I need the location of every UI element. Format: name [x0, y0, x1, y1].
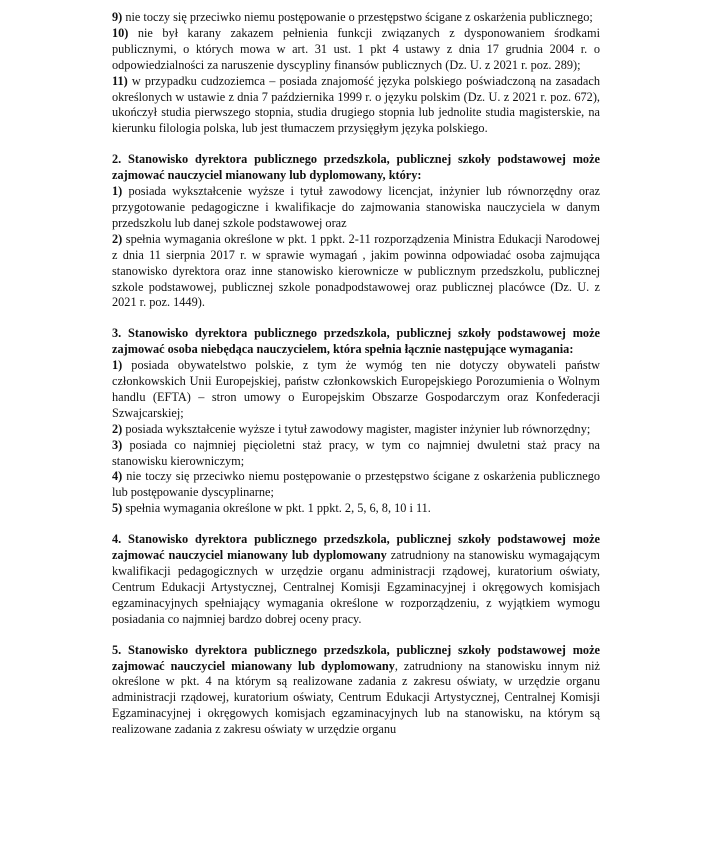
paragraph-text: , zatrudniony na stanowisku innym niż określone w pkt. 4 na którym są realizowane zadania z zakresu oświaty, w urzędzie organu administracji rządowej, kuratorium oświaty, Centrum Edukacji Artystycznej, Centralnej Komisji Egzaminacyjnej i okręgowych komisjach egzaminacyjnych lub na stanowisku, na którym są realizowane zadania z zakresu oświaty w urzędzie organu [112, 658, 600, 737]
item-number: 5) [112, 501, 123, 516]
s1-item-10 [112, 26, 600, 74]
paragraph-text: zatrudniony na stanowisku wymagającym kwalifikacji pedagogicznych w urzędzie organu administracji rządowej, kuratorium oświaty, Centrum Edukacji Artystycznej, Centralnej Komisji Egzaminacyjnej i okręgowych komisjach egzaminacyjnych spełniający wymagania określone w rozporządzeniu, z wyjątkiem wymogu posiadania co najmniej bardzo dobrej oceny pracy. [112, 548, 600, 626]
item-text: posiada co najmniej pięcioletni staż pracy, w tym co najmniej dwuletni staż pracy na stanowisku kierowniczym; [112, 437, 600, 468]
item-text: w przypadku cudzoziemca – posiada znajomość języka polskiego poświadczoną na zasadach określonych w ustawie z dnia 7 października 1999 r. o języku polskim (Dz. U. z 2021 r. poz. 672), ukończył studia pierwszego stopnia, studia drugiego stopnia lub jednolite studia magisterskie, na kierunku filologia polska, lub jest tłumaczem przysięgłym języka polskiego. [112, 73, 600, 136]
section-heading: 4. Stanowisko dyrektora publicznego przedszkola, publicznej szkoły podstawowej może zajmować nauczyciel mianowany lub dyplomowany [112, 532, 600, 563]
item-text: spełnia wymagania określone w pkt. 1 ppkt. 2, 5, 6, 8, 10 i 11. [122, 501, 431, 516]
item-text: spełnia wymagania określone w pkt. 1 ppkt. 2-11 rozporządzenia Ministra Edukacji Narodowej z dnia 11 sierpnia 2017 r. w sprawie wymagań , jakim powinna odpowiadać osoba zajmująca stanowisko dyrektora oraz inne stanowisko kierownicze w publicznym przedszkolu, publicznej szkole podstawowej, publicznej szkole ponadpodstawowej oraz publicznej placówce (Dz. U. z 2021 r. poz. 1449). [112, 231, 600, 310]
s1-item-9 [112, 10, 600, 26]
s3-heading [112, 326, 600, 358]
s3-item-5 [112, 501, 600, 517]
item-text: posiada obywatelstwo polskie, z tym że wymóg ten nie dotyczy obywateli państw członkowskich Unii Europejskiej, państw członkowskich Europejskiego Porozumienia o Wolnym handlu (EFTA) – stron umowy o Europejskim Obszarze Gospodarczym oraz Konfederacji Szwajcarskiej; [112, 358, 600, 420]
item-number: 9) [112, 10, 123, 24]
item-text: posiada wykształcenie wyższe i tytuł zawodowy magister, magister inżynier lub równorzędny; [122, 421, 591, 436]
item-number: 2) [112, 421, 123, 436]
s5-paragraph [112, 643, 600, 738]
item-number: 11) [112, 73, 128, 88]
s2-heading [112, 152, 600, 184]
s3-item-4 [112, 469, 600, 501]
item-text: nie toczy się przeciwko niemu postępowanie o przestępstwo ścigane z oskarżenia publicznego lub postępowanie dyscyplinarne; [112, 469, 600, 500]
s2-item-2 [112, 232, 600, 312]
item-text: posiada wykształcenie wyższe i tytuł zawodowy licencjat, inżynier lub równorzędny oraz przygotowanie pedagogiczne i kwalifikacje do zajmowania stanowiska nauczyciela w danym przedszkolu lub danej szkole podstawowej oraz [112, 184, 600, 230]
item-text: nie toczy się przeciwko niemu postępowanie o przestępstwo ścigane z oskarżenia publicznego; [122, 10, 593, 24]
s2-item-1 [112, 184, 600, 232]
item-text: nie był karany zakazem pełnienia funkcji związanych z dysponowaniem środkami publicznymi, o których mowa w art. 31 ust. 1 pkt 4 ustawy z dnia 17 grudnia 2004 r. o odpowiedzialności za naruszenie dyscypliny finansów publicznych (Dz. U. z 2021 r. poz. 289); [112, 25, 600, 72]
item-number: 1) [112, 358, 123, 373]
item-number: 2) [112, 231, 123, 246]
item-number: 10) [112, 25, 129, 40]
item-number: 3) [112, 437, 123, 452]
document-page [112, 10, 600, 738]
section-heading: 3. Stanowisko dyrektora publicznego przedszkola, publicznej szkoły podstawowej może zajmować osoba niebędąca nauczycielem, która spełnia łącznie następujące wymagania: [112, 326, 600, 357]
s3-item-3 [112, 438, 600, 470]
s3-item-1 [112, 358, 600, 422]
s1-item-11 [112, 74, 600, 138]
item-number: 4) [112, 469, 123, 484]
section-heading: 5. Stanowisko dyrektora publicznego przedszkola, publicznej szkoły podstawowej może zajmować nauczyciel mianowany lub dyplomowany [112, 642, 600, 673]
section-heading: 2. Stanowisko dyrektora publicznego przedszkola, publicznej szkoły podstawowej może zajmować nauczyciel mianowany lub dyplomowany, który: [112, 152, 600, 183]
s4-paragraph [112, 532, 600, 627]
item-number: 1) [112, 184, 123, 199]
s3-item-2 [112, 422, 600, 438]
